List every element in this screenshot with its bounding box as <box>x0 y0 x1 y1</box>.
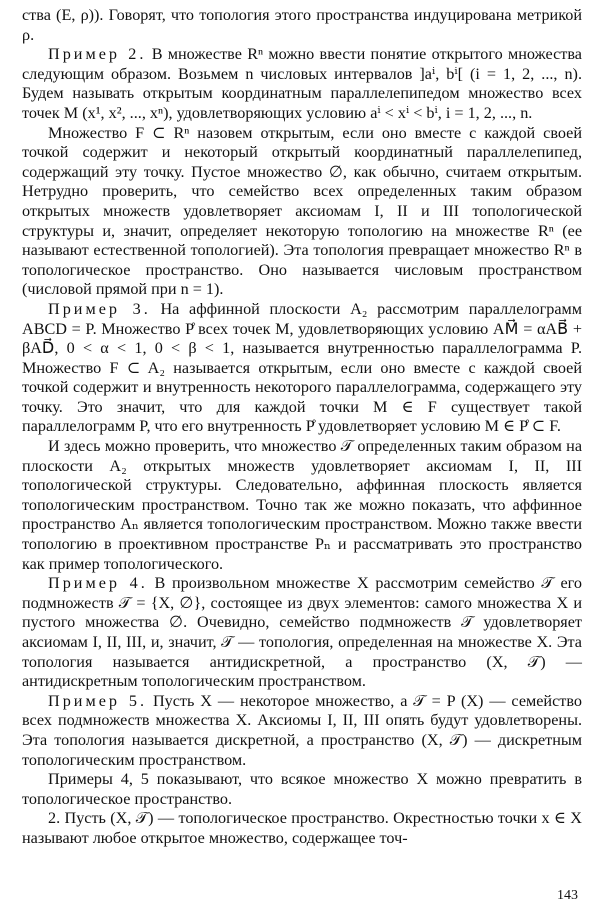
example-5-text: Пусть X — некоторое множество, а 𝒯 = P (X) — семейство всех подмножеств множества X. Аксиомы I, II, III опять будут удовлетворены. Эта топология называется дискретной, а пространство (X, 𝒯) — дискретным топологическим пространством. <box>22 691 582 769</box>
example-3-lead: Пример 3. <box>48 299 151 318</box>
example-2-lead: Пример 2. <box>48 45 147 64</box>
example-5-lead: Пример 5. <box>48 691 148 710</box>
open-set-text: Множество F ⊂ Rⁿ назовем открытым, если оно вместе с каждой своей точкой содержит и некоторый открытый координатный параллелепипед, содержащий эту точку. Пустое множество ∅, как обычно, считаем открытым. Нетрудно проверить, что семейство всех определенных таким образом открытых множеств удовлетворяет аксиомам I, II и III топологической структуры и, значит, определяет некоторую топологию на множестве Rⁿ (ее называют естественной топологией). Эта топология превращает множество Rⁿ в топологическое пространство. Оно называется числовым пространством (числовой прямой при n = 1). <box>22 123 582 299</box>
paragraph-1-text: ства (E, ρ)). Говорят, что топология этого пространства индуцирована метрикой ρ. <box>22 6 582 44</box>
paragraph-example-2 <box>22 45 582 123</box>
paragraph-affine <box>22 437 582 574</box>
paragraph-conclusion <box>22 770 582 809</box>
paragraph-example-5 <box>22 692 582 770</box>
paragraph-1 <box>22 6 582 45</box>
example-4-lead: Пример 4. <box>48 574 148 593</box>
example-3-text: На аффинной плоскости A₂ рассмотрим параллелограмм ABCD = P. Множество P̊ всех точек M, удовлетворяющих условию AM⃗ = αAB⃗ + βAD⃗, 0 < α < 1, 0 < β < 1, называется внутренностью параллелограмма P. Множество F ⊂ A₂ называется открытым, если оно вместе с каждой своей точкой содержит и внутренность некоторого параллелограмма, содержащего эту точку. Это значит, что для каждой точки M ∈ F существует такой параллелограмм P, что его внутренность P̊ удовлетворяет условию M ∈ P̊ ⊂ F. <box>22 299 582 436</box>
conclusion-text: Примеры 4, 5 показывают, что всякое множество X можно превратить в топологическое пространство. <box>22 770 582 808</box>
section-2-text: 2. Пусть (X, 𝒯) — топологическое пространство. Окрестностью точки x ∈ X называют любое открытое множество, содержащее точ- <box>22 809 582 847</box>
paragraph-example-3 <box>22 300 582 437</box>
paragraph-example-4 <box>22 574 582 692</box>
paragraph-open-set <box>22 124 582 300</box>
page-number: 143 <box>557 888 578 904</box>
affine-text: И здесь можно проверить, что множество 𝒯 определенных таким образом на плоскости A₂ открытых множеств удовлетворяет аксиомам I, II, III топологической структуры. Следовательно, аффинная плоскость является топологическим пространством. Точно так же можно показать, что аффинное пространство Aₙ является топологическим пространством. Можно также ввести топологию в проективном пространстве Pₙ и рассматривать это пространство как пример топологического. <box>22 437 582 573</box>
example-2-text: В множестве Rⁿ можно ввести понятие открытого множества следующим образом. Возьмем n числовых интервалов ]aⁱ, bⁱ[ (i = 1, 2, ..., n). Будем называть открытым координатным параллелепипедом множество всех точек M (x¹, x², ..., xⁿ), удовлетворяющих условию aⁱ < xⁱ < bⁱ, i = 1, 2, ..., n. <box>22 45 582 122</box>
paragraph-section-2 <box>22 809 582 848</box>
example-4-text: В произвольном множестве X рассмотрим семейство 𝒯 его подмножеств 𝒯 = {X, ∅}, состоящее из двух элементов: самого множества X и пустого множества ∅. Очевидно, семейство подмножеств 𝒯 удовлетворяет аксиомам I, II, III, и, значит, 𝒯 — топология, определенная на множестве X. Эта топология называется антидискретной, а пространство (X, 𝒯) — антидискретным топологическим пространством. <box>22 574 582 691</box>
